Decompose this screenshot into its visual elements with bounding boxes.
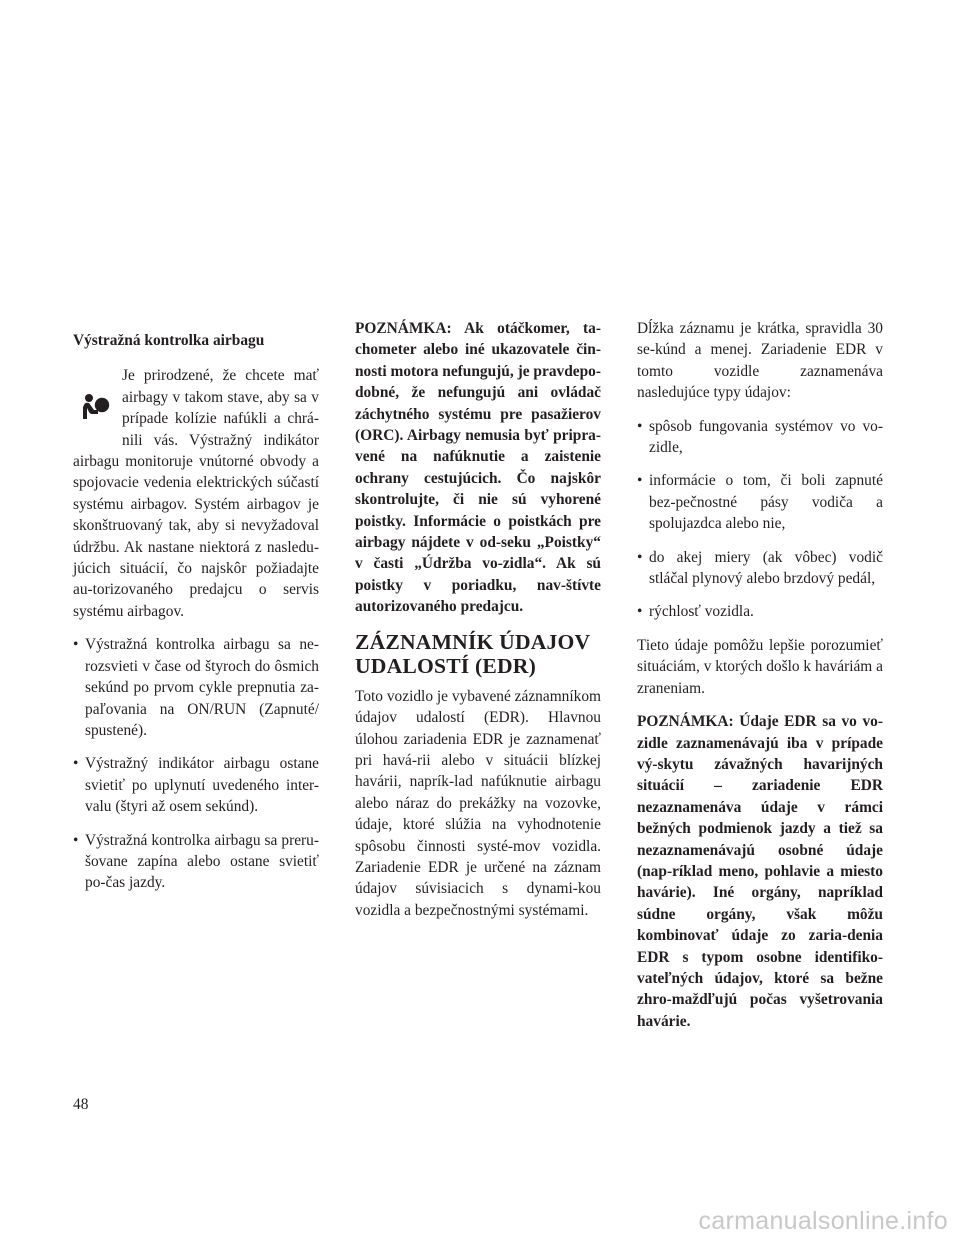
edr-data-list <box>637 416 883 623</box>
edr-section-title: ZÁZNAMNÍK ÚDAJOV UDALOSTÍ (EDR) <box>355 629 591 678</box>
list-item: • do akej miery (ak vôbec) vodič stláčal plynový alebo brzdový pedál, <box>637 548 883 588</box>
column-left <box>73 318 319 906</box>
edr-description: Toto vozidlo je vybavené záznamníkom údajov udalostí (EDR). Hlavnou úlohou zariadenia EDR je zaznamenať pri havá-rii alebo v situácii blízkej havárii, naprík-lad nafúknutie airbagu alebo náraz do prekážky na vozovke, údaje, ktoré slúžia na vyhodnotenie spôsobu činnosti systé-mov vozidla. Zariadenie EDR je určené na záznam údajov súvisiacich s dynami-kou vozidla a bezpečnostnými systémami. <box>355 687 601 919</box>
edr-purpose-paragraph: Tieto údaje pomôžu lepšie porozumieť situáciám, v ktorých došlo k haváriám a zraneniam. <box>637 636 883 697</box>
edr-duration-paragraph: Dĺžka záznamu je krátka, spravidla 30 se-kúnd a menej. Zariadenie EDR v tomto vozidle zaznamenáva nasledujúce typy údajov: <box>637 320 883 402</box>
edr-note: POZNÁMKA: Údaje EDR sa vo vo-zidle zaznamenávajú iba v prípade vý-skytu závažných havarijných situácií – zariadenie EDR nezaznamenáva údaje v rámci bežných podmienok jazdy a tiež sa nezaznamenávajú osobné údaje (nap-ríklad meno, pohlavie a miesto havárie). Iné orgány, napríklad súdne orgány, však môžu kombinovať údaje zo zaria-denia EDR s typom osobne identifiko-vateľných údajov, ktoré sa bežne zhro-maždľujú počas vyšetrovania havárie. <box>637 713 883 1030</box>
list-item: • spôsob fungovania systémov vo vo-zidle, <box>637 417 883 457</box>
airbag-intro-paragraph <box>73 365 319 622</box>
list-item: • Výstražná kontrolka airbagu sa preru-šovane zapína alebo ostane svietiť po-čas jazdy. <box>73 831 319 892</box>
airbag-fault-list <box>73 634 319 893</box>
column-middle <box>355 318 601 933</box>
airbag-intro-text: Je prirodzené, že chcete mať airbagy v takom stave, aby sa v prípade kolízie nafúkli a chrá-nili vás. Výstražný indikátor airbagu monitoruje vnútorné obvody a spojovacie vedenia elektrických súčastí systému airbagov. Systém airbagov je skonštruovaný tak, aby si nevyžadoval údržbu. Ak nastane niektorá z nasledu-júcich situácií, čo najskôr požiadajte au-torizovaného predajcu o servis systému airbagov. <box>73 367 319 620</box>
list-item: • rýchlosť vozidla. <box>637 603 754 621</box>
list-item: • informácie o tom, či boli zapnuté bez-pečnostné pásy vodiča a spolujazdca alebo nie, <box>637 472 883 533</box>
airbag-warning-icon <box>73 365 119 449</box>
list-item: • Výstražná kontrolka airbagu sa ne-rozsvieti v čase od štyroch do ôsmich sekúnd po prvom cykle prepnutia za-paľovania na ON/RUN (Zapnuté/ spustené). <box>73 636 319 739</box>
watermark: carmanualsonline.info <box>698 1207 948 1235</box>
orc-note: POZNÁMKA: Ak otáčkomer, ta-chometer alebo iné ukazovatele čin-nosti motora nefungujú, je pravdepo-dobné, že nefungujú ani ovládač záchytného systému pre pasažierov (ORC). Airbagy nemusia byť pripra-vené na nafúknutie a zaistenie ochrany cestujúcich. Čo najskôr skontrolujte, či nie sú vyhorené poistky. Informácie o poistkách pre airbagy nájdete v od-seku „Poistky“ v časti „Údržba vo-zidla“. Ak sú poistky v poriadku, nav-štívte autorizovaného predajcu. <box>355 320 601 616</box>
page-number: 48 <box>73 1096 89 1113</box>
airbag-warning-heading: Výstražná kontrolka airbagu <box>73 332 265 349</box>
list-item: • Výstražný indikátor airbagu ostane svietiť po uplynutí uvedeného inter-valu (štyri až osem sekúnd). <box>73 755 319 816</box>
column-right <box>637 318 883 1044</box>
